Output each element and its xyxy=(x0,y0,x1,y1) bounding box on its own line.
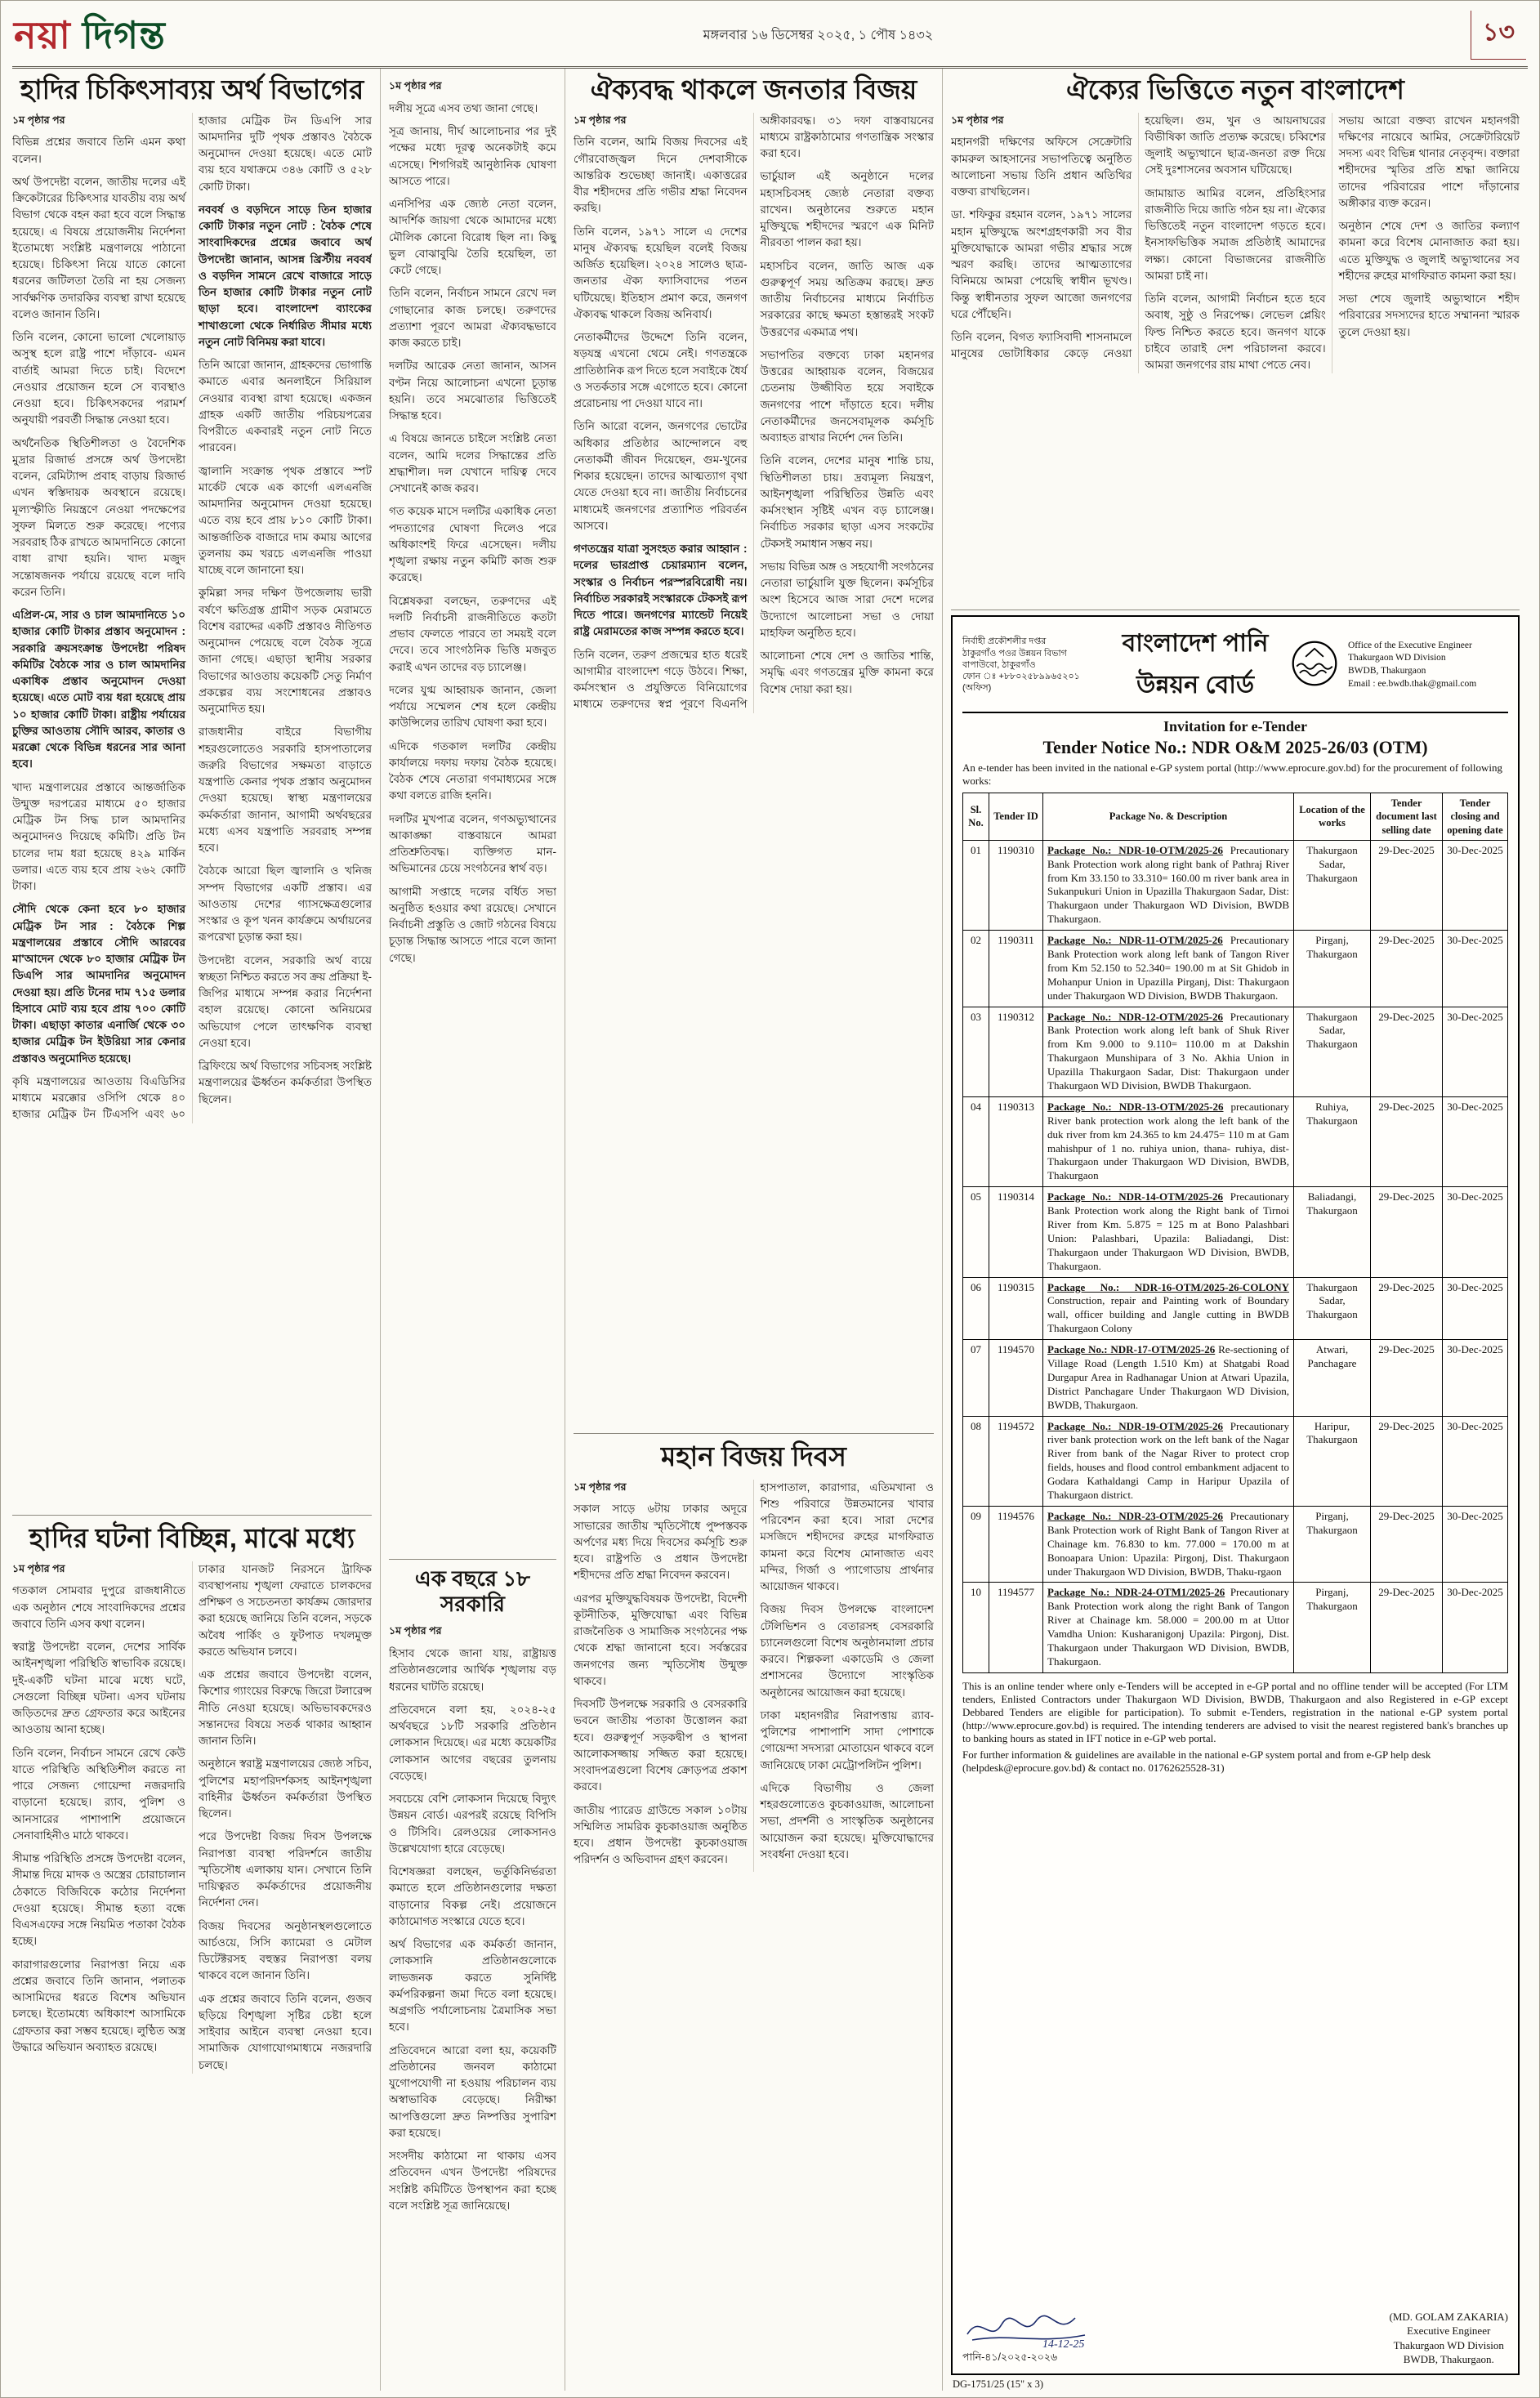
paragraph: গত কয়েক মাসে দলটির একাধিক নেতা পদত্যাগের ঘোষণা দিলেও পরে অধিকাংশই ফিরে এসেছেন। দলীয় শৃঙ্খলা রক্ষায় নতুন কমিটি কাজ শুরু করেছে। xyxy=(389,505,556,584)
paragraph: অনুষ্ঠানে স্বরাষ্ট্র মন্ত্রণালয়ের জ্যেষ্ঠ সচিব, পুলিশের মহাপরিদর্শকসহ আইনশৃঙ্খলা বাহিনীর ঊর্ধ্বতন কর্মকর্তারা উপস্থিত ছিলেন। xyxy=(199,1757,372,1820)
paragraph: এনসিপির এক জ্যেষ্ঠ নেতা বলেন, আদর্শিক জায়গা থেকে আমাদের মধ্যে মৌলিক কোনো বিরোধ ছিল না। কিছু ভুল বোঝাবুঝি তৈরি হয়েছিল, তা কেটে গেছে। xyxy=(389,198,556,276)
cell-location: Atwari, Panchagare xyxy=(1294,1340,1371,1416)
package-number: Package No.: NDR-14-OTM/2025-26 xyxy=(1047,1190,1224,1203)
cell-package xyxy=(1043,840,1294,930)
paragraph: উপদেষ্টা বলেন, সরকারি অর্থ ব্যয়ে স্বচ্ছতা নিশ্চিত করতে সব ক্রয় প্রক্রিয়া ই-জিপির মাধ্যমে সম্পন্ন করার নির্দেশনা বহাল রয়েছে। কোনো অনিয়মের অভিযোগ পেলে তাৎক্ষণিক ব্যবস্থা নেওয়া হবে। xyxy=(199,953,372,1049)
signature-date: 14-12-25 xyxy=(1042,2338,1085,2349)
continuation-note: ১ম পৃষ্ঠার পর xyxy=(12,1562,65,1574)
cell-location: Thakurgaon Sadar, Thakurgaon xyxy=(1294,1277,1371,1340)
cell-location: Pirganj, Thakurgaon xyxy=(1294,931,1371,1007)
paragraph: পরে উপদেষ্টা বিজয় দিবস উপলক্ষে নিরাপত্তা ব্যবস্থা পরিদর্শনে জাতীয় স্মৃতিসৌধ এলাকায় যান। সেখানে তিনি দায়িত্বরত কর্মকর্তাদের প্রয়োজনীয় নির্দেশনা দেন। xyxy=(199,1830,372,1909)
tender-section xyxy=(951,610,1520,2391)
article-body xyxy=(389,1623,556,2214)
paragraph: সংসদীয় কাঠামো না থাকায় এসব প্রতিবেদন এখন উপদেষ্টা পরিষদের সংশ্লিষ্ট কমিটিতে উপস্থাপন করা হচ্ছে বলে সংশ্লিষ্ট সূত্র জানিয়েছে। xyxy=(389,2150,556,2212)
continuation-note: ১ম পৃষ্ঠার পর xyxy=(574,114,627,126)
cell-tender-id: 1190313 xyxy=(989,1096,1043,1186)
cell-selling-date: 29-Dec-2025 xyxy=(1371,1416,1443,1506)
article-body xyxy=(389,78,556,967)
package-description: Re-sectioning of Village Road (Length 1.510 Km) at Shatgabi Road Durgapur Area in Radhanagar Union at Atwari Upazila, District Panchagare Under Thakurgaon WD Division, BWDB, Thakurgaon. xyxy=(1047,1343,1290,1411)
paragraph: কুমিল্লা সদর দক্ষিণ উপজেলায় ভারী বর্ষণে ক্ষতিগ্রস্ত গ্রামীণ সড়ক মেরামতে বিশেষ বরাদ্দের একটি প্রস্তাবও নীতিগত অনুমোদন পেয়েছে বলে বৈঠক সূত্রে জানা গেছে। এছাড়া স্থানীয় সরকার বিভাগের আওতায় কয়েকটি সেতু নির্মাণ প্রকল্পের ব্যয় সংশোধনের প্রস্তাবও অনুমোদিত হয়। xyxy=(199,587,372,716)
package-number: Package No.: NDR-11-OTM/2025-26 xyxy=(1047,934,1223,947)
office-line-en: Office of the Executive Engineer xyxy=(1348,640,1472,650)
office-line-en: BWDB, Thakurgaon xyxy=(1348,666,1426,676)
page-number: ১৩ xyxy=(1471,11,1526,60)
package-number: Package No.: NDR-12-OTM/2025-26 xyxy=(1047,1010,1224,1023)
tender-help-text: For further information & guidelines are available in the national e-GP system portal and from e-GP help desk (helpdesk@eprocure.gov.bd) & contact no. 01762625528-31) xyxy=(962,1748,1431,1774)
cell-serial: 04 xyxy=(963,1096,989,1186)
tender-header xyxy=(962,623,1508,713)
cell-selling-date: 29-Dec-2025 xyxy=(1371,1506,1443,1582)
newspaper-logo xyxy=(14,16,166,54)
paragraph: সভা শেষে জুলাই অভ্যুত্থানে শহীদ পরিবারের সদস্যদের হাতে সম্মাননা স্মারক তুলে দেওয়া হয়। xyxy=(1338,292,1520,338)
package-description: Precautionary Bank Protection work along the Right bank of Tirnoi River from Km. 5.875 = 125 m at Bono Palashbari Union: Palashbari, Upazila: Baliadangi, Dist: Thakurgaon under Thakurgaon WD Division, BWDB, Thakurgaon. xyxy=(1047,1190,1289,1272)
paragraph: সভাপতির বক্তব্যে ঢাকা মহানগর উত্তরের আহ্বায়ক বলেন, বিজয়ের চেতনায় উজ্জীবিত হয়ে সবাইকে জনগণের পাশে দাঁড়াতে হবে। দলীয় নেতাকর্মীদের জনসেবামূলক কর্মসূচি অব্যাহত রাখার নির্দেশ দেন তিনি। xyxy=(760,348,934,444)
paragraph: অর্থ উপদেষ্টা বলেন, জাতীয় দলের এই ক্রিকেটারের চিকিৎসার যাবতীয় ব্যয় অর্থ বিভাগ থেকে বহন করা হবে বলে সিদ্ধান্ত হয়েছে। এ বিষয়ে প্রয়োজনীয় নির্দেশনা ইতোমধ্যে সংশ্লিষ্ট মন্ত্রণালয়ে পাঠানো হয়েছে। চিকিৎসা নিয়ে যাতে কোনো ধরনের জটিলতা তৈরি না হয় সেজন্য সার্বক্ষণিক তদারকির ব্যবস্থা রাখা হয়েছে বলেও জানান তিনি। xyxy=(12,175,185,320)
paragraph: এরপর মুক্তিযুদ্ধবিষয়ক উপদেষ্টা, বিদেশী কূটনীতিক, মুক্তিযোদ্ধা এবং বিভিন্ন রাজনৈতিক ও সামাজিক সংগঠনের পক্ষ থেকে শ্রদ্ধা জানানো হবে। সর্বস্তরের জনগণের জন্য স্মৃতিসৌধ উন্মুক্ত থাকবে। xyxy=(574,1592,748,1687)
dateline: মঙ্গলবার ১৬ ডিসেম্বর ২০২৫, ১ পৌষ ১৪৩২ xyxy=(703,28,934,42)
paragraph: এক প্রশ্নের জবাবে তিনি বলেন, গুজব ছড়িয়ে বিশৃঙ্খলা সৃষ্টির চেষ্টা হলে সাইবার আইনে ব্যবস্থা নেওয়া হবে। সামাজিক যোগাযোগমাধ্যমে নজরদারি চলছে। xyxy=(199,1992,372,2071)
cell-package xyxy=(1043,1096,1294,1186)
paragraph: মহাসচিব বলেন, জাতি আজ এক গুরুত্বপূর্ণ সময় অতিক্রম করছে। দ্রুত জাতীয় নির্বাচনের মাধ্যমে নির্বাচিত সরকারের কাছে ক্ষমতা হস্তান্তরই সংকট উত্তরণের একমাত্র পথ। xyxy=(760,259,934,338)
tender-row xyxy=(963,1506,1508,1582)
article-body xyxy=(12,113,372,1123)
paragraph: এক প্রশ্নের জবাবে উপদেষ্টা বলেন, কিশোর গ্যাংয়ের বিরুদ্ধে জিরো টলারেন্স নীতি নেওয়া হয়েছে। অভিভাবকদেরও সন্তানদের বিষয়ে সতর্ক থাকার আহ্বান জানান তিনি। xyxy=(199,1668,372,1748)
cell-serial: 06 xyxy=(963,1277,989,1340)
cell-tender-id: 1190311 xyxy=(989,931,1043,1007)
tender-row xyxy=(963,1416,1508,1506)
tender-table-header-row xyxy=(963,793,1508,841)
cell-serial: 01 xyxy=(963,840,989,930)
paragraph: তিনি বলেন, নির্বাচন সামনে রেখে কেউ যাতে পরিস্থিতি অস্থিতিশীল করতে না পারে সেজন্য গোয়েন্দা নজরদারি বাড়ানো হয়েছে। র‌্যাব, পুলিশ ও আনসারের পাশাপাশি প্রয়োজনে সেনাবাহিনীও মাঠে থাকবে। xyxy=(12,1746,185,1842)
paragraph: সৌদি থেকে কেনা হবে ৮০ হাজার মেট্রিক টন সার : বৈঠকে শিল্প মন্ত্রণালয়ের প্রস্তাবে সৌদি আরবের মা'আদেন থেকে ৮০ হাজার মেট্রিক টন ডিএপি সার আমদানির অনুমোদন দেওয়া হয়। প্রতি টনের দাম ৭১৫ ডলার হিসাবে মোট ব্যয় হবে প্রায় ৭০০ কোটি টাকা। এছাড়া কাতার এনার্জি থেকে ৩০ হাজার মেট্রিক টন ইউরিয়া সার কেনার প্রস্তাবও অনুমোদিত হয়েছে। xyxy=(12,903,185,1065)
column-header: Tender ID xyxy=(989,793,1043,841)
cell-serial: 09 xyxy=(963,1506,989,1582)
cell-serial: 03 xyxy=(963,1007,989,1096)
masthead xyxy=(12,7,1528,69)
paragraph: ঢাকা মহানগরীর নিরাপত্তায় র‌্যাব-পুলিশের পাশাপাশি সাদা পোশাকে গোয়েন্দা সদস্যরা মোতায়েন থাকবে বলে জানিয়েছে ঢাকা মেট্রোপলিটন পুলিশ। xyxy=(760,1708,934,1771)
package-description: Precautionary Bank Protection work along left bank of Tangon River from Km 52.150 to 52.340= 190.00 m at Sit Ghidob in Mohanpur Union in Upazilla Pirganj, Dist: Thakurgaon under Thakurgaon WD Division, BWDB Thakurgaon. xyxy=(1047,934,1290,1002)
paragraph: তিনি বলেন, দেশের মানুষ শান্তি চায়, স্থিতিশীলতা চায়। দ্রব্যমূল্য নিয়ন্ত্রণ, আইনশৃঙ্খলা পরিস্থিতির উন্নতি এবং কর্মসংস্থান সৃষ্টিই এখন বড় চ্যালেঞ্জ। নির্বাচিত সরকার ছাড়া এসব সংকটের টেকসই সমাধান সম্ভব নয়। xyxy=(760,454,934,550)
paragraph: তিনি বলেন, আগামী নির্বাচন হতে হবে অবাধ, সুষ্ঠু ও নিরপেক্ষ। লেভেল প্লেয়িং ফিল্ড নিশ্চিত করতে হবে। জনগণ যাকে চাইবে তারাই দেশ পরিচালনা করবে। আমরা জনগণের রায় মাথা পেতে নেব। xyxy=(1145,292,1326,372)
paragraph: তিনি বলেন, কোনো ভালো খেলোয়াড় অসুস্থ হলে রাষ্ট্র পাশে দাঁড়াবে- এমন বার্তাই আমরা দিতে চাই। বিদেশে নেওয়ার প্রয়োজন হলে সে ব্যবস্থাও নেওয়া হবে। চিকিৎসকদের পরামর্শ অনুযায়ী পরবর্তী সিদ্ধান্ত নেওয়া হবে। xyxy=(12,331,185,426)
paragraph: আলোচনা শেষে দেশ ও জাতির শান্তি, সমৃদ্ধি এবং গণতন্ত্রের মুক্তি কামনা করে বিশেষ দোয়া করা হয়। xyxy=(760,650,934,695)
article-hadi-medical xyxy=(12,72,372,1508)
signature-area xyxy=(962,2310,1101,2367)
paragraph: অর্থনৈতিক স্থিতিশীলতা ও বৈদেশিক মুদ্রার রিজার্ভ প্রসঙ্গে অর্থ উপদেষ্টা বলেন, রেমিট্যান্স প্রবাহ বাড়ায় রিজার্ভ এখন স্বস্তিদায়ক অবস্থানে রয়েছে। মূল্যস্ফীতি নিয়ন্ত্রণে নেওয়া পদক্ষেপের সুফল মিলতে শুরু করেছে। পণ্যের সরবরাহ ঠিক রাখতে আমদানিতে কোনো বাধা রাখা হয়নি। খাদ্য মজুদ সন্তোষজনক পর্যায়ে রয়েছে বলে দাবি করেন তিনি। xyxy=(12,436,185,598)
cell-closing-date: 30-Dec-2025 xyxy=(1443,931,1508,1007)
paragraph: এদিকে বিভাগীয় ও জেলা শহরগুলোতেও কুচকাওয়াজ, আলোচনা সভা, প্রদর্শনী ও সাংস্কৃতিক অনুষ্ঠানের আয়োজন করা হয়েছে। মুক্তিযোদ্ধাদের সংবর্ধনা দেওয়া হবে। xyxy=(760,1781,934,1860)
cell-selling-date: 29-Dec-2025 xyxy=(1371,1007,1443,1096)
paragraph: বিভিন্ন প্রশ্নের জবাবে তিনি এমন কথা বলেন। xyxy=(12,136,185,165)
cell-location: Baliadangi, Thakurgaon xyxy=(1294,1187,1371,1277)
cell-tender-id: 1190314 xyxy=(989,1187,1043,1277)
paragraph: এপ্রিল-মে, সার ও চাল আমদানিতে ১০ হাজার কোটি টাকার প্রস্তাব অনুমোদন : সরকারি ক্রয়সংক্রান্ত উপদেষ্টা পরিষদ কমিটির বৈঠকে সার ও চাল আমদানির একাধিক প্রস্তাব অনুমোদন দেওয়া হয়েছে। এতে মোট ব্যয় ধরা হয়েছে প্রায় ১০ হাজার কোটি টাকা। রাষ্ট্রীয় পর্যায়ের চুক্তির আওতায় সৌদি আরব, কাতার ও মরক্কো থেকে বিভিন্ন ধরনের সার আনা হবে। xyxy=(12,609,185,770)
cell-closing-date: 30-Dec-2025 xyxy=(1443,840,1508,930)
cell-selling-date: 29-Dec-2025 xyxy=(1371,1187,1443,1277)
signature-row xyxy=(962,1781,1508,2367)
paragraph: সূত্র জানায়, দীর্ঘ আলোচনার পর দুই পক্ষের মধ্যে দূরত্ব অনেকটাই কমে এসেছে। শিগগিরই আনুষ্ঠানিক ঘোষণা আসতে পারে। xyxy=(389,125,556,187)
paragraph: হাসপাতাল, কারাগার, এতিমখানা ও শিশু পরিবারে উন্নতমানের খাবার পরিবেশন করা হবে। সারা দেশের মসজিদে শহীদদের রুহের মাগফিরাত কামনা করে বিশেষ মোনাজাত এবং মন্দির, গির্জা ও প্যাগোডায় প্রার্থনার আয়োজন থাকবে। xyxy=(760,1480,934,1593)
cell-tender-id: 1190315 xyxy=(989,1277,1043,1340)
headline-hadi-medical: হাদির চিকিৎসাব্যয় অর্থ বিভাগের xyxy=(20,74,364,105)
paragraph: বিজয় দিবস উপলক্ষে বাংলাদেশ টেলিভিশন ও বেতারসহ বেসরকারি চ্যানেলগুলো বিশেষ অনুষ্ঠানমালা প্রচার করবে। শিল্পকলা একাডেমি ও জেলা প্রশাসনের উদ্যোগে সাংস্কৃতিক অনুষ্ঠানের আয়োজন করা হয়েছে। xyxy=(760,1603,934,1699)
paragraph: দিবসটি উপলক্ষে সরকারি ও বেসরকারি ভবনে জাতীয় পতাকা উত্তোলন করা হবে। গুরুত্বপূর্ণ সড়কদ্বীপ ও স্থাপনা আলোকসজ্জায় সজ্জিত করা হয়েছে। সংবাদপত্রগুলো বিশেষ ক্রোড়পত্র প্রকাশ করবে। xyxy=(574,1698,748,1793)
package-number: Package No.: NDR-10-OTM/2025-26 xyxy=(1047,843,1224,856)
org-title-bangla: বাংলাদেশ পানি উন্নয়ন বোর্ড xyxy=(1122,630,1269,699)
package-number: Package No.: NDR-17-OTM/2025-26 xyxy=(1047,1343,1216,1356)
cell-serial: 08 xyxy=(963,1416,989,1506)
tender-row xyxy=(963,1583,1508,1672)
continuation-note: ১ম পৃষ্ঠার পর xyxy=(12,114,65,126)
paragraph: রাজধানীর বাইরে বিভাগীয় শহরগুলোতেও সরকারি হাসপাতালের জরুরি বিভাগের সক্ষমতা বাড়াতে যন্ত্রপাতি কেনার পৃথক প্রস্তাব অনুমোদন দেওয়া হয়েছে। স্বাস্থ্য মন্ত্রণালয়ের কর্মকর্তারা জানান, আগামী অর্থবছরের মধ্যে এসব যন্ত্রপাতি সরবরাহ সম্পন্ন হবে। xyxy=(199,726,372,855)
article-body xyxy=(574,113,934,713)
office-line-en: Email : ee.bwdb.thak@gmail.com xyxy=(1348,678,1477,689)
tender-table xyxy=(962,793,1508,1673)
paragraph: জামায়াত আমির বলেন, প্রতিহিংসার রাজনীতি দিয়ে জাতি গঠন হয় না। ঐক্যের ভিত্তিতেই নতুন বাংলাদেশ গড়তে হবে। ইনসাফভিত্তিক সমাজ প্রতিষ্ঠাই আমাদের লক্ষ্য। কোনো বিভাজনের রাজনীতি আমরা চাই না। xyxy=(1145,186,1326,282)
cell-tender-id: 1194570 xyxy=(989,1340,1043,1416)
office-line-en: Thakurgaon WD Division xyxy=(1348,653,1446,663)
continuation-note: ১ম পৃষ্ঠার পর xyxy=(951,114,1004,126)
signatory-line: Thakurgaon WD Division xyxy=(1393,2338,1504,2351)
package-description: Precautionary river bank protection work on the left bank of the Nagar River from bank of the Nagar River to protect crop fields, houses and flood control embankment adjacent to Godara Kathaldangi Camp in Haripur Upazila of Thakurgaon district. xyxy=(1047,1419,1289,1502)
cell-closing-date: 30-Dec-2025 xyxy=(1443,1007,1508,1096)
tender-row xyxy=(963,1187,1508,1277)
paragraph: এ বিষয়ে জানতে চাইলে সংশ্লিষ্ট নেতা বলেন, আমি দলের সিদ্ধান্তের প্রতি শ্রদ্ধাশীল। দল যেখানে দায়িত্ব দেবে সেখানেই কাজ করব। xyxy=(389,432,556,494)
column-band-4 xyxy=(942,69,1528,2391)
continuation-note: ১ম পৃষ্ঠার পর xyxy=(389,80,442,92)
paragraph: বিশেষজ্ঞরা বলছেন, ভর্তুকিনির্ভরতা কমাতে হলে প্রতিষ্ঠানগুলোর দক্ষতা বাড়ানোর বিকল্প নেই। প্রয়োজনে কাঠামোগত সংস্কারে যেতে হবে। xyxy=(389,1865,556,1927)
paragraph: বিশ্লেষকরা বলছেন, তরুণদের এই দলটি নির্বাচনী রাজনীতিতে কতটা প্রভাব ফেলতে পারবে তা সময়ই বলে দেবে। তবে সাংগঠনিক ভিত্তি মজবুত করাই এখন তাদের বড় চ্যালেঞ্জ। xyxy=(389,594,556,673)
cell-closing-date: 30-Dec-2025 xyxy=(1443,1277,1508,1340)
paragraph: ভার্চুয়াল এই অনুষ্ঠানে দলের মহাসচিবসহ জ্যেষ্ঠ নেতারা বক্তব্য রাখেন। অনুষ্ঠানের শুরুতে মহান মুক্তিযুদ্ধে শহীদদের স্মরণে এক মিনিট নীরবতা পালন করা হয়। xyxy=(760,170,934,249)
page-content xyxy=(12,69,1528,2391)
headline-bijoy-dibos: মহান বিজয় দিবস xyxy=(661,1441,846,1471)
package-number: Package No.: NDR-13-OTM/2025-26 xyxy=(1047,1100,1224,1113)
tender-row xyxy=(963,1096,1508,1186)
signatory-block xyxy=(1389,2310,1508,2367)
paragraph: কারাগারগুলোর নিরাপত্তা নিয়ে এক প্রশ্নের জবাবে তিনি জানান, পলাতক আসামিদের ধরতে বিশেষ অভিযান চলছে। ইতোমধ্যে অধিকাংশ আসামিকে গ্রেফতার করা সম্ভব হয়েছে। লুণ্ঠিত অস্ত্র উদ্ধারে অভিযান অব্যাহত রয়েছে। xyxy=(12,1958,185,2053)
paragraph: নববর্ষ ও বড়দিনে সাড়ে তিন হাজার কোটি টাকার নতুন নোট : বৈঠক শেষে সাংবাদিকদের প্রশ্নের জবাবে অর্থ উপদেষ্টা জানান, আসন্ন খ্রিস্টীয় নববর্ষ ও বড়দিন সামনে রেখে বাজারে সাড়ে তিন হাজার কোটি টাকার নতুন নোট ছাড়া হবে। বাংলাদেশ ব্যাংকের শাখাগুলো থেকে নির্ধারিত সীমার মধ্যে নতুন নোট বিনিময় করা যাবে। xyxy=(199,203,372,348)
paragraph: তিনি বলেন, বিগত ফ্যাসিবাদী শাসনামলে মানুষের ভোটাধিকার কেড়ে নেওয়া হয়েছিল। গুম, খুন ও আয়নাঘরের বিভীষিকা জাতি প্রত্যক্ষ করেছে। চব্বিশের জুলাই অভ্যুত্থানে ছাত্র-জনতা রক্ত দিয়ে সেই দুঃশাসনের অবসান ঘটিয়েছে। xyxy=(951,114,1326,360)
paragraph: খাদ্য মন্ত্রণালয়ের প্রস্তাবে আন্তর্জাতিক উন্মুক্ত দরপত্রের মাধ্যমে ৫০ হাজার মেট্রিক টন সিদ্ধ চাল আমদানির অনুমোদনও দিয়েছে কমিটি। প্রতি টন চালের দাম ধরা হয়েছে ৪২৯ মার্কিন ডলার। এতে ব্যয় হবে প্রায় ২৬২ কোটি টাকা। xyxy=(12,780,185,893)
cell-package xyxy=(1043,1277,1294,1340)
article-body xyxy=(12,1561,372,2074)
cell-location: Thakurgaon Sadar, Thakurgaon xyxy=(1294,840,1371,930)
signatory-line: Executive Engineer xyxy=(1407,2324,1491,2338)
headline-hadi-incident: হাদির ঘটনা বিচ্ছিন্ন, মাঝে মধ্যে xyxy=(29,1523,355,1553)
dg-reference: DG-1751/25 (15" x 3) xyxy=(953,2378,1043,2390)
cell-tender-id: 1194572 xyxy=(989,1416,1043,1506)
package-number: Package No.: NDR-19-OTM/2025-26 xyxy=(1047,1419,1224,1432)
article-oikko-bangladesh xyxy=(951,72,1520,603)
continuation-note: ১ম পৃষ্ঠার পর xyxy=(389,1625,442,1637)
article-bijoy-dibos xyxy=(574,1433,934,2391)
paragraph: প্রতিবেদনে বলা হয়, ২০২৪-২৫ অর্থবছরে ১৮টি সরকারি প্রতিষ্ঠান লোকসান দিয়েছে। এর মধ্যে কয়েকটির লোকসান আগের বছরের তুলনায় বেড়েছে। xyxy=(389,1703,556,1782)
column-band-2 xyxy=(380,69,565,2391)
signature-scribble xyxy=(962,2310,1101,2349)
paragraph: তিনি আরো বলেন, জনগণের ভোটের অধিকার প্রতিষ্ঠার আন্দোলনে বহু নেতাকর্মী জীবন দিয়েছেন, গুম-খুনের শিকার হয়েছেন। তাদের আত্মত্যাগ বৃথা যেতে দেওয়া হবে না। জাতীয় নির্বাচনের মাধ্যমেই জনগণের প্রত্যাশিত পরিবর্তন আসবে। xyxy=(574,420,748,532)
paragraph: দলের যুগ্ম আহ্বায়ক জানান, জেলা পর্যায়ে সম্মেলন শেষ হলে কেন্দ্রীয় কাউন্সিলের তারিখ ঘোষণা করা হবে। xyxy=(389,683,556,730)
paragraph: নেতাকর্মীদের উদ্দেশে তিনি বলেন, ষড়যন্ত্র এখনো থেমে নেই। গণতন্ত্রকে প্রাতিষ্ঠানিক রূপ দিতে হলে সবাইকে ধৈর্য ও সতর্কতার সঙ্গে এগোতে হবে। কোনো প্ররোচনায় পা দেওয়া যাবে না। xyxy=(574,331,748,410)
tender-row xyxy=(963,931,1508,1007)
paragraph: বিজয় দিবসের অনুষ্ঠানস্থলগুলোতে আর্চওয়ে, সিসি ক্যামেরা ও মেটাল ডিটেক্টরসহ বহুস্তর নিরাপত্তা বলয় থাকবে বলে জানান তিনি। xyxy=(199,1919,372,1982)
paragraph: গণতন্ত্রের যাত্রা সুসংহত করার আহ্বান : দলের ভারপ্রাপ্ত চেয়ারম্যান বলেন, সংস্কার ও নির্বাচন পরস্পরবিরোধী নয়। নির্বাচিত সরকারই সংস্কারকে টেকসই রূপ দিতে পারে। জনগণের ম্যান্ডেট নিয়েই রাষ্ট্র মেরামতের কাজ সম্পন্ন করতে হবে। xyxy=(574,543,748,638)
tender-row xyxy=(963,1277,1508,1340)
column-band-3 xyxy=(565,69,942,2391)
article-hadi-incident xyxy=(12,1515,372,2391)
paragraph: অর্থ বিভাগের এক কর্মকর্তা জানান, লোকসানি প্রতিষ্ঠানগুলোকে লাভজনক করতে সুনির্দিষ্ট কর্মপরিকল্পনা জমা দিতে বলা হয়েছে। অগ্রগতি পর্যালোচনায় ত্রৈমাসিক সভা হবে। xyxy=(389,1938,556,2034)
cell-package xyxy=(1043,1007,1294,1096)
article-body xyxy=(951,113,1520,374)
headline-ek-bochore: এক বছরে ১৮ সরকারি xyxy=(414,1566,531,1617)
paragraph: দলটির মুখপাত্র বলেন, গণঅভ্যুত্থানের আকাঙ্ক্ষা বাস্তবায়নে আমরা প্রতিশ্রুতিবদ্ধ। ব্যক্তিগত মান-অভিমানের চেয়ে সংগঠনের স্বার্থ বড়। xyxy=(389,812,556,875)
cell-selling-date: 29-Dec-2025 xyxy=(1371,1340,1443,1416)
package-description: Precautionary Bank Protection work along right bank of Pathraj River from Km 33.150 to 33.310= 160.00 m river bank area in Sukanpukuri Union in Upazilla Thakurgaon Sadar, Dist: Thakurgaon under Thakurgaon WD Division, BWDB Thakurgaon. xyxy=(1047,843,1289,926)
tender-notice-box xyxy=(951,615,1520,2375)
tender-table-body xyxy=(963,840,1508,1672)
cell-tender-id: 1190312 xyxy=(989,1007,1043,1096)
cell-location: Ruhiya, Thakurgaon xyxy=(1294,1096,1371,1186)
paragraph: সভায় আরো বক্তব্য রাখেন মহানগরী দক্ষিণের নায়েবে আমির, সেক্রেটারিয়েট সদস্য এবং বিভিন্ন থানার নেতৃবৃন্দ। বক্তারা শহীদদের স্মৃতির প্রতি শ্রদ্ধা জানিয়ে তাদের পরিবারের পাশে দাঁড়ানোর অঙ্গীকার ব্যক্ত করেন। xyxy=(1338,114,1520,209)
cell-package xyxy=(1043,931,1294,1007)
paragraph: স্বরাষ্ট্র উপদেষ্টা বলেন, দেশের সার্বিক আইনশৃঙ্খলা পরিস্থিতি স্বাভাবিক রয়েছে। দুই-একটি ঘটনা মাঝে মধ্যে ঘটে, সেগুলো বিচ্ছিন্ন ঘটনা। এসব ঘটনায় জড়িতদের দ্রুত গ্রেফতার করে আইনের আওতায় আনা হচ্ছে। xyxy=(12,1641,185,1736)
cell-closing-date: 30-Dec-2025 xyxy=(1443,1416,1508,1506)
office-info-english xyxy=(1348,640,1508,690)
headline-janata-bijoy: ঐক্যবদ্ধ থাকলে জনতার বিজয় xyxy=(590,74,917,105)
column-header: Sl. No. xyxy=(963,793,989,841)
paragraph: ঢাকার যানজট নিরসনে ট্রাফিক ব্যবস্থাপনায় শৃঙ্খলা ফেরাতে চালকদের প্রশিক্ষণ ও সচেতনতা কার্যক্রম জোরদার করা হয়েছে জানিয়ে তিনি বলেন, সড়কে অবৈধ পার্কিং ও ফুটপাত দখলমুক্ত করতে অভিযান চলবে। xyxy=(199,1562,372,1658)
package-description: Precautionary Bank Protection work of Right Bank of Tangon River at Chainage km. 76.830 to km. 77.000 = 170.00 m at Bonoapara Union: Upazila: Pirgonj, Dist. Thakurgaon under Thakurgaon WD Division, BWDB, Thaku-rgaon xyxy=(1047,1509,1289,1578)
paragraph: তিনি বলেন, আমি বিজয় দিবসের এই গৌরবোজ্জ্বল দিনে দেশবাসীকে আন্তরিক শুভেচ্ছা জানাই। একাত্তরের বীর শহীদদের প্রতি গভীর শ্রদ্ধা নিবেদন করছি। xyxy=(574,136,748,215)
paragraph: কৃষি মন্ত্রণালয়ের আওতায় বিএডিসির মাধ্যমে মরক্কোর ওসিপি থেকে ৪০ হাজার মেট্রিক টন টিএসপি এবং ৬০ হাজার মেট্রিক টন ডিএপি সার আমদানির দুটি পৃথক প্রস্তাবও বৈঠকে অনুমোদন দেওয়া হয়েছে। এতে মোট ব্যয় হবে যথাক্রমে ৩৪৬ কোটি ও ৫২৮ কোটি টাকা। xyxy=(12,114,372,1121)
headline-oikko-bangladesh: ঐক্যের ভিত্তিতে নতুন বাংলাদেশ xyxy=(1066,74,1404,105)
invitation-title: Invitation for e-Tender xyxy=(1163,718,1307,735)
continuation-note: ১ম পৃষ্ঠার পর xyxy=(574,1480,627,1493)
paragraph: দলীয় সূত্রে এসব তথ্য জানা গেছে। xyxy=(389,101,538,114)
memo-reference: পানি-৪১/২০২৫-২০২৬ xyxy=(962,2351,1058,2363)
cell-closing-date: 30-Dec-2025 xyxy=(1443,1096,1508,1186)
package-description: Construction, repair and Painting work of Boundary wall, officer building and Jangle cutting in BWDB Thakurgaon Colony xyxy=(1047,1294,1289,1335)
paragraph: বৈঠকে আরো ছিল জ্বালানি ও খনিজ সম্পদ বিভাগের একটি প্রস্তাব। এর আওতায় দেশের গ্যাসক্ষেত্রগুলোর সংস্কার ও কূপ খনন কার্যক্রমে অর্থায়নের রূপরেখা চূড়ান্ত করা হয়। xyxy=(199,864,372,944)
cell-selling-date: 29-Dec-2025 xyxy=(1371,840,1443,930)
paragraph: তিনি বলেন, নির্বাচন সামনে রেখে দল গোছানোর কাজ চলছে। তরুণদের প্রত্যাশা পূরণে আমরা ঐক্যবদ্ধভাবে কাজ করতে চাই। xyxy=(389,287,556,349)
column-band-1 xyxy=(12,69,380,2391)
signatory-line: BWDB, Thakurgaon. xyxy=(1403,2353,1494,2366)
column-header: Package No. & Description xyxy=(1043,793,1294,841)
paragraph: তিনি বলেন, ১৯৭১ সালে এ দেশের মানুষ ঐক্যবদ্ধ হয়েছিল বলেই বিজয় অর্জিত হয়েছিল। ২০২৪ সালেও ছাত্র-জনতার ঐক্য ফ্যাসিবাদের পতন ঘটিয়েছে। ইতিহাস প্রমাণ করে, জনগণ ঐক্যবদ্ধ থাকলে বিজয় অনিবার্য। xyxy=(574,225,748,320)
cell-tender-id: 1190310 xyxy=(989,840,1043,930)
paragraph: দলটির আরেক নেতা জানান, আসন বণ্টন নিয়ে আলোচনা এখনো চূড়ান্ত হয়নি। তবে সমঝোতার ভিত্তিতেই সিদ্ধান্ত হবে। xyxy=(389,359,556,422)
logo-word-naya: নয়া xyxy=(14,14,71,56)
paragraph: তিনি আরো জানান, গ্রাহকদের ভোগান্তি কমাতে এবার অনলাইনে সিরিয়াল নেওয়ার ব্যবস্থা রাখা হয়েছে। একজন গ্রাহক একটি জাতীয় পরিচয়পত্রের বিপরীতে একবারই নতুন নোট নিতে পারবেন। xyxy=(199,359,372,454)
cell-selling-date: 29-Dec-2025 xyxy=(1371,1583,1443,1672)
paragraph: প্রতিবেদনে আরো বলা হয়, কয়েকটি প্রতিষ্ঠানের জনবল কাঠামো যুগোপযোগী না হওয়ায় পরিচালন ব্যয় অস্বাভাবিক বেড়েছে। নিরীক্ষা আপত্তিগুলো দ্রুত নিষ্পত্তির সুপারিশ করা হয়েছে। xyxy=(389,2043,556,2139)
cell-closing-date: 30-Dec-2025 xyxy=(1443,1506,1508,1582)
cell-tender-id: 1194576 xyxy=(989,1506,1043,1582)
cell-closing-date: 30-Dec-2025 xyxy=(1443,1187,1508,1277)
paragraph: গতকাল সোমবার দুপুরে রাজধানীতে এক অনুষ্ঠান শেষে সাংবাদিকদের প্রশ্নের জবাবে তিনি এসব কথা বলেন। xyxy=(12,1584,185,1630)
bwdb-logo xyxy=(1291,640,1340,691)
tender-conditions: This is an online tender where only e-Tenders will be accepted in e-GP portal and no offline tender will be accepted (For LTM tenders, Enlisted Contractors under Thakurgaon WD Division, BWDB, Thakurgaon and also Registered in e-GP except Debbared Tenders are eligible for participation). To submit e-Tenders, registration in the national e-GP system portal (http://www.eprocure.gov.bd) is required. The intending tenderers are advised to visit the nearest registered bank's branches up to banking hours as stated in IFT notice in e-GP web portal. xyxy=(962,1679,1508,1744)
cell-closing-date: 30-Dec-2025 xyxy=(1443,1583,1508,1672)
cell-closing-date: 30-Dec-2025 xyxy=(1443,1340,1508,1416)
article-janata-bijoy xyxy=(574,72,934,1427)
office-line-bn: নির্বাহী প্রকৌশলীর দপ্তর xyxy=(962,636,1047,647)
cell-package xyxy=(1043,1506,1294,1582)
office-line-bn: ফোন ঃ +৮৮০২৫৮৯৯৬৫২০১ (অফিস) xyxy=(962,672,1080,694)
paragraph: অনুষ্ঠান শেষে দেশ ও জাতির কল্যাণ কামনা করে বিশেষ মোনাজাত করা হয়। এতে মুক্তিযুদ্ধ ও জুলাই অভ্যুত্থানের সব শহীদের রুহের মাগফিরাত কামনা করা হয়। xyxy=(1338,220,1520,282)
paragraph: তিনি বলেন, তরুণ প্রজন্মের হাত ধরেই আগামীর বাংলাদেশ গড়ে উঠবে। শিক্ষা, কর্মসংস্থান ও প্রযুক্তিতে বিনিয়োগের মাধ্যমে তরুণদের স্বপ্ন পূরণে বিএনপি অঙ্গীকারবদ্ধ। ৩১ দফা বাস্তবায়নের মাধ্যমে রাষ্ট্রকাঠামোর গণতান্ত্রিক সংস্কার করা হবে। xyxy=(574,114,934,711)
article-ek-bochore xyxy=(389,1559,556,2391)
office-info-bangla xyxy=(962,636,1100,694)
cell-location: Pirganj, Thakurgaon xyxy=(1294,1583,1371,1672)
cell-location: Pirganj, Thakurgaon xyxy=(1294,1506,1371,1582)
tender-intro: An e-tender has been invited in the national e-GP system portal (http://www.eprocure.gov.bd) for the procurement of following works: xyxy=(962,761,1503,787)
office-line-bn: ঠাকুরগাঁও পওর উন্নয়ন বিভাগ xyxy=(962,648,1067,659)
logo-word-diganta: দিগন্ত xyxy=(82,14,166,56)
paragraph: ডা. শফিকুর রহমান বলেন, ১৯৭১ সালের মহান মুক্তিযুদ্ধে অংশগ্রহণকারী সব বীর মুক্তিযোদ্ধাকে আমরা গভীর শ্রদ্ধার সঙ্গে স্মরণ করছি। তাদের আত্মত্যাগের বিনিময়ে আমরা পেয়েছি স্বাধীন ভূখণ্ড। কিন্তু স্বাধীনতার সুফল আজো জনগণের ঘরে পৌঁছেনি। xyxy=(951,208,1132,320)
paragraph: জাতীয় প্যারেড গ্রাউন্ডে সকাল ১০টায় সম্মিলিত সামরিক কুচকাওয়াজ অনুষ্ঠিত হবে। প্রধান উপদেষ্টা কুচকাওয়াজ পরিদর্শন ও অভিবাদন গ্রহণ করবেন। xyxy=(574,1803,748,1866)
cell-selling-date: 29-Dec-2025 xyxy=(1371,931,1443,1007)
paragraph: ব্রিফিংয়ে অর্থ বিভাগের সচিবসহ সংশ্লিষ্ট মন্ত্রণালয়ের ঊর্ধ্বতন কর্মকর্তারা উপস্থিত ছিলেন। xyxy=(199,1060,372,1105)
office-line-bn: বাপাউবো, ঠাকুরগাঁও xyxy=(962,659,1036,670)
cell-serial: 05 xyxy=(963,1187,989,1277)
article-body xyxy=(574,1480,934,1873)
cell-package xyxy=(1043,1187,1294,1277)
cell-tender-id: 1194577 xyxy=(989,1583,1043,1672)
package-description: Precautionary Bank Protection work along the right Bank of Tangon River at Chainage km. 58.000 = 200.00 m at Uttor Vamdha Union: Kusharanigonj Upazila: Pirgonj, Dist. Thakurgaon under Thakurgaon WD Division, BWDB, Thakurgaon. xyxy=(1047,1586,1290,1668)
column-header: Tender document last selling date xyxy=(1371,793,1443,841)
paragraph: এদিকে গতকাল দলটির কেন্দ্রীয় কার্যালয়ে দফায় দফায় বৈঠক হয়েছে। বৈঠক শেষে নেতারা গণমাধ্যমের সঙ্গে কথা বলতে রাজি হননি। xyxy=(389,739,556,802)
package-number: Package No.: NDR-16-OTM/2025-26-COLONY xyxy=(1047,1280,1289,1293)
cell-location: Thakurgaon Sadar, Thakurgaon xyxy=(1294,1007,1371,1096)
cell-package xyxy=(1043,1340,1294,1416)
paragraph: মহানগরী দক্ষিণের অফিসে সেক্রেটারি কামরুল আহসানের সভাপতিত্বে অনুষ্ঠিত আলোচনা সভায় তিনি প্রধান অতিথির বক্তব্য রাখছিলেন। xyxy=(951,136,1132,199)
tender-row xyxy=(963,1007,1508,1096)
paragraph: সকাল সাড়ে ৬টায় ঢাকার অদূরে সাভারের জাতীয় স্মৃতিসৌধে পুষ্পস্তবক অর্পণের মধ্য দিয়ে দিবসের কর্মসূচি শুরু হবে। রাষ্ট্রপতি ও প্রধান উপদেষ্টা শহীদদের প্রতি শ্রদ্ধা নিবেদন করবেন। xyxy=(574,1503,748,1582)
cell-package xyxy=(1043,1416,1294,1506)
package-number: Package No.: NDR-23-OTM/2025-26 xyxy=(1047,1509,1224,1522)
paragraph: আগামী সপ্তাহে দলের বর্ধিত সভা অনুষ্ঠিত হওয়ার কথা রয়েছে। সেখানে নির্বাচনী প্রস্তুতি ও জোট গঠনের বিষয়ে চূড়ান্ত সিদ্ধান্ত আসতে পারে বলে জানা গেছে। xyxy=(389,885,556,964)
tender-notice-no: Tender Notice No.: NDR O&M 2025-26/03 (OTM) xyxy=(1042,737,1428,757)
paragraph: সীমান্ত পরিস্থিতি প্রসঙ্গে উপদেষ্টা বলেন, সীমান্ত দিয়ে মাদক ও অস্ত্রের চোরাচালান ঠেকাতে বিজিবিকে কঠোর নির্দেশনা দেওয়া হয়েছে। সীমান্ত হত্যা বন্ধে বিএসএফের সঙ্গে নিয়মিত পতাকা বৈঠক হচ্ছে। xyxy=(12,1852,185,1948)
cell-serial: 07 xyxy=(963,1340,989,1416)
signatory-line: (MD. GOLAM ZAKARIA) xyxy=(1389,2310,1508,2323)
column-header: Location of the works xyxy=(1294,793,1371,841)
cell-selling-date: 29-Dec-2025 xyxy=(1371,1096,1443,1186)
tender-row xyxy=(963,840,1508,930)
cell-selling-date: 29-Dec-2025 xyxy=(1371,1277,1443,1340)
paragraph: সভায় বিভিন্ন অঙ্গ ও সহযোগী সংগঠনের নেতারা ভার্চুয়ালি যুক্ত ছিলেন। কর্মসূচির অংশ হিসেবে আজ সারা দেশে দলের উদ্যোগে আলোচনা সভা ও দোয়া মাহফিল অনুষ্ঠিত হবে। xyxy=(760,560,934,639)
paragraph: সবচেয়ে বেশি লোকসান দিয়েছে বিদ্যুৎ উন্নয়ন বোর্ড। এরপরই রয়েছে বিপিসি ও টিসিবি। রেলওয়ের লোকসানও উল্লেখযোগ্য হারে বেড়েছে। xyxy=(389,1793,556,1855)
tender-row xyxy=(963,1340,1508,1416)
cell-package xyxy=(1043,1583,1294,1672)
column-header: Tender closing and opening date xyxy=(1443,793,1508,841)
package-number: Package No.: NDR-24-OTM1/2025-26 xyxy=(1047,1586,1225,1599)
package-description: precautionary River bank protection work along the left bank of the duk river from km 24.365 to km 24.475= 110 m at Gam mahishpur of 1 no. ruhiya union, thana- ruhiya, dist- Thakurgaon under Thakurgaon WD Division, BWDB, Thakurgaon xyxy=(1047,1100,1289,1182)
paragraph: হিসাব থেকে জানা যায়, রাষ্ট্রায়ত্ত প্রতিষ্ঠানগুলোর আর্থিক শৃঙ্খলায় বড় ধরনের ঘাটতি রয়েছে। xyxy=(389,1647,556,1693)
cell-serial: 02 xyxy=(963,931,989,1007)
paragraph: জ্বালানি সংক্রান্ত পৃথক প্রস্তাবে স্পট মার্কেট থেকে এক কার্গো এলএনজি আমদানির অনুমোদন দেওয়া হয়েছে। এতে ব্যয় হবে প্রায় ৮১০ কোটি টাকা। আন্তর্জাতিক বাজারে দাম কমায় আগের তুলনায় কম খরচে এলএনজি পাওয়া যাচ্ছে বলে জানানো হয়। xyxy=(199,464,372,577)
cell-serial: 10 xyxy=(963,1583,989,1672)
article-ncp-return xyxy=(389,72,556,1552)
package-description: Precautionary Bank Protection work along left bank of Shuk River from Km 9.000 to 9.110= 110.00 m at Dakshin Thakurgaon Munshipara of 3 No. Akhia Union in Upazilla Thakurgaon Sadar, Dist: Thakurgaon under Thakurgaon WD Division, BWDB Thakurgaon. xyxy=(1047,1010,1289,1092)
cell-location: Haripur, Thakurgaon xyxy=(1294,1416,1371,1506)
